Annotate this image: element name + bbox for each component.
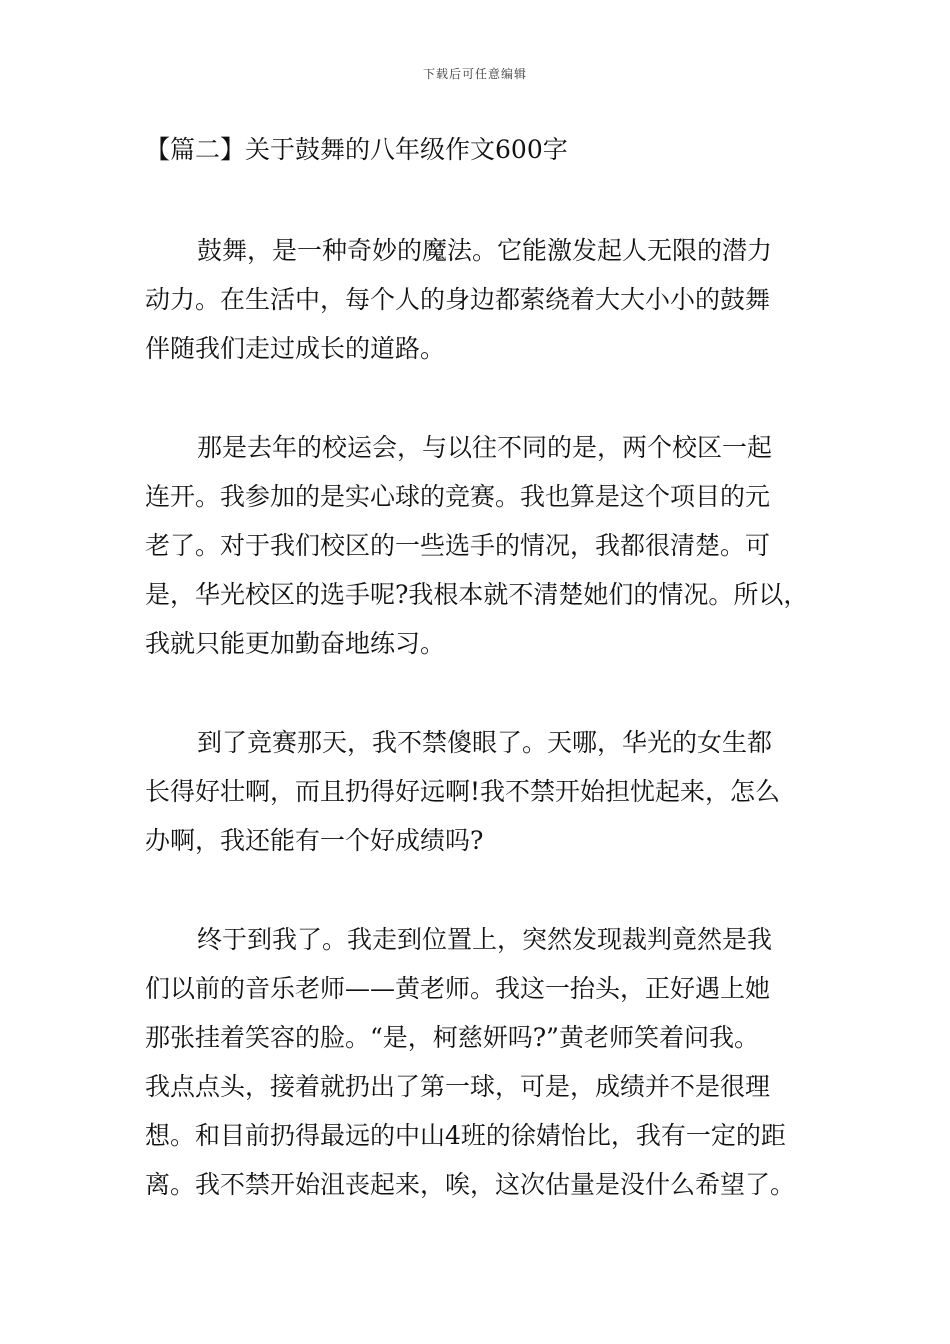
paragraph-line: 是，华光校区的选手呢?我根本就不清楚她们的情况。所以， xyxy=(145,580,809,609)
paragraph-line: 连开。我参加的是实心球的竞赛。我也算是这个项目的元 xyxy=(145,482,771,511)
paragraph-line: 动力。在生活中，每个人的身边都萦绕着大大小小的鼓舞 xyxy=(145,285,771,314)
paragraph-line: 想。和目前扔得最远的中山4班的徐婧怡比，我有一定的距 xyxy=(145,1121,786,1150)
paragraph-line: 办啊，我还能有一个好成绩吗? xyxy=(145,826,484,855)
paragraph-line: 那是去年的校运会，与以往不同的是，两个校区一起 xyxy=(197,433,773,462)
paragraph-line: 终于到我了。我走到位置上，突然发现裁判竟然是我 xyxy=(197,925,773,954)
paragraph-line: 鼓舞，是一种奇妙的魔法。它能激发起人无限的潜力 xyxy=(197,236,773,265)
page-header-note: 下载后可任意编辑 xyxy=(422,67,527,81)
paragraph-2 xyxy=(145,423,825,668)
paragraph-line: 长得好壮啊，而且扔得好远啊!我不禁开始担忧起来，怎么 xyxy=(145,777,781,806)
document-title: 【篇二】关于鼓舞的八年级作文600字 xyxy=(145,135,568,164)
paragraph-line: 我就只能更加勤奋地练习。 xyxy=(145,629,446,658)
paragraph-4 xyxy=(145,915,825,1209)
paragraph-1 xyxy=(145,226,825,373)
paragraph-line: 离。我不禁开始沮丧起来，唉，这次估量是没什么希望了。 xyxy=(145,1170,796,1199)
paragraph-line: 伴随我们走过成长的道路。 xyxy=(145,334,446,363)
paragraph-line: 那张挂着笑容的脸。“是，柯慈妍吗?”黄老师笑着问我。 xyxy=(145,1023,759,1052)
paragraph-line: 我点点头，接着就扔出了第一球，可是，成绩并不是很理 xyxy=(145,1072,771,1101)
document-body xyxy=(145,226,825,1259)
paragraph-line: 老了。对于我们校区的一些选手的情况，我都很清楚。可 xyxy=(145,531,771,560)
paragraph-line: 到了竞赛那天，我不禁傻眼了。天哪，华光的女生都 xyxy=(197,728,773,757)
paragraph-line: 们以前的音乐老师——黄老师。我这一抬头，正好遇上她 xyxy=(145,974,771,1003)
paragraph-3 xyxy=(145,718,825,865)
